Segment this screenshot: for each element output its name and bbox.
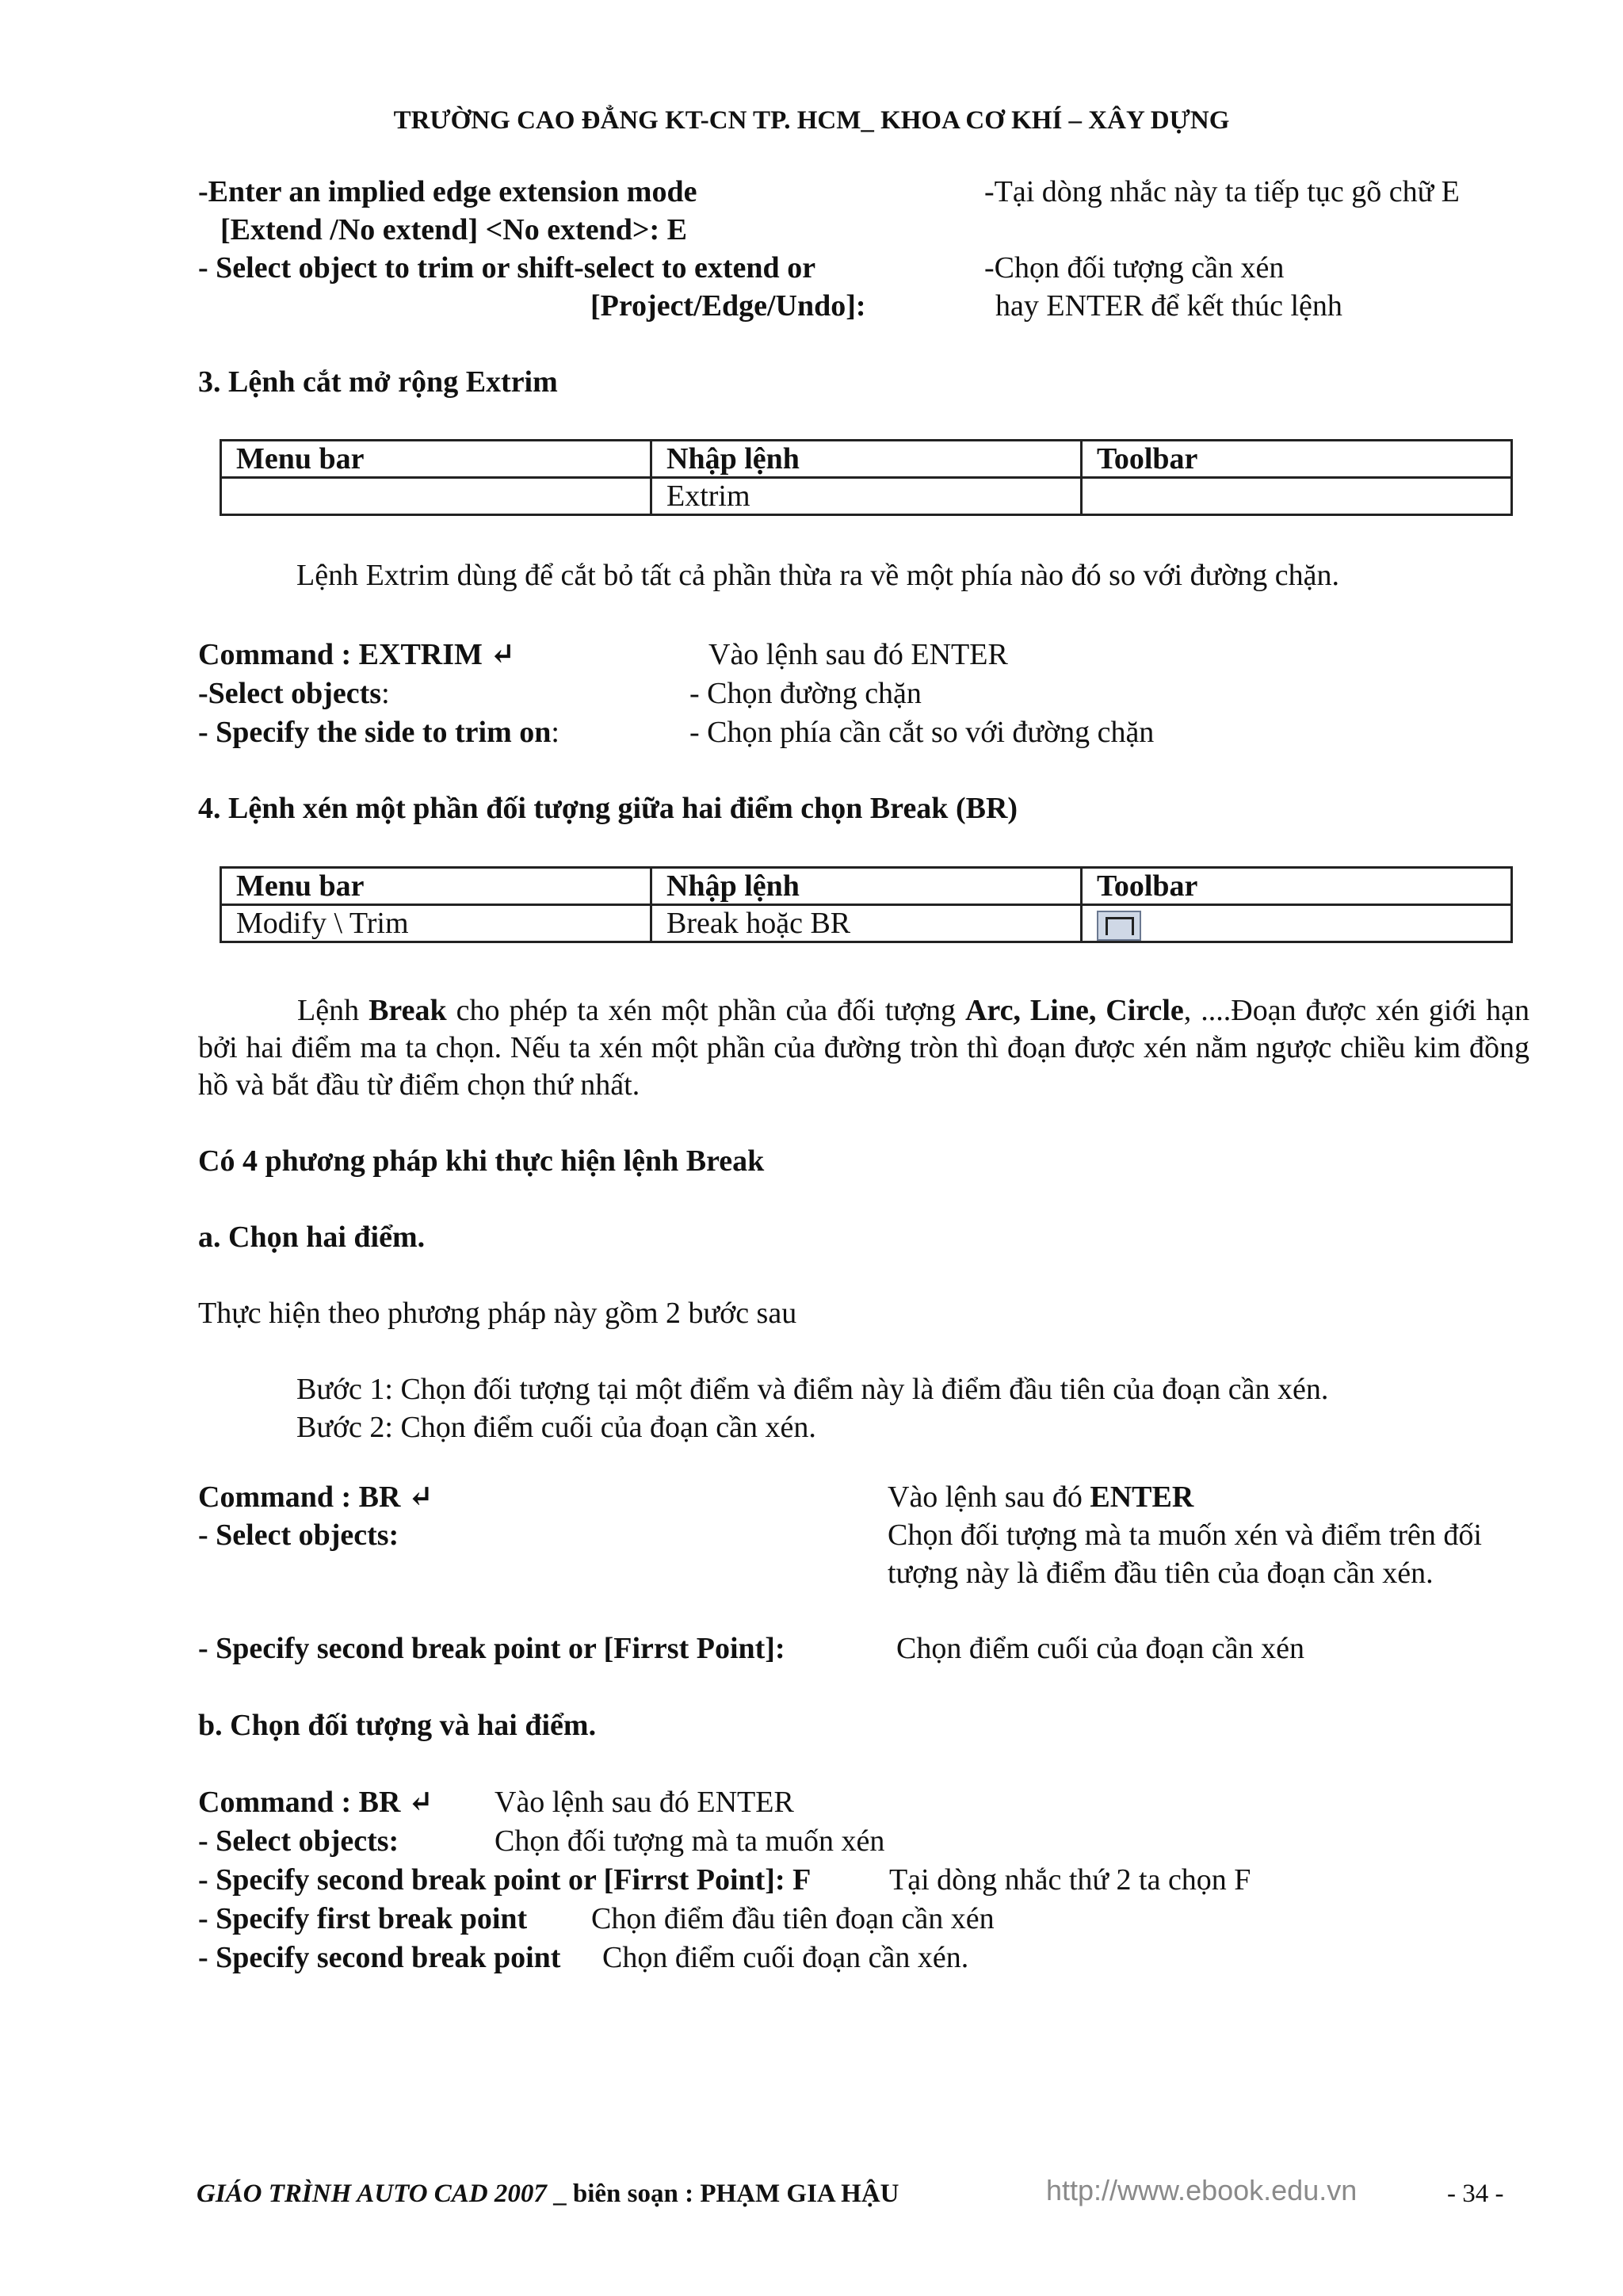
- extrim-cmd-line-2: -Select objects:: [198, 677, 390, 710]
- method-a-cmd-1-note: Vào lệnh sau đó ENTER: [888, 1480, 1194, 1514]
- method-b-cmd-3-note: Tại dòng nhắc thứ 2 ta chọn F: [889, 1863, 1251, 1897]
- method-a-intro: Thực hiện theo phương pháp này gồm 2 bước sau: [198, 1297, 797, 1330]
- section-4-heading: 4. Lệnh xén một phần đối tượng giữa hai điểm chọn Break (BR): [198, 792, 1018, 825]
- extrim-cmd-line-1: Command : EXTRIM ↵: [198, 638, 516, 671]
- table-cell-toolbar: [1082, 478, 1512, 515]
- table-header-toolbar: Toolbar: [1082, 868, 1512, 905]
- extrim-cmd-line-1-note: Vào lệnh sau đó ENTER: [708, 638, 1008, 671]
- extrim-cmd-line-3: - Specify the side to trim on:: [198, 716, 559, 749]
- extrim-cmd-line-3-note: - Chọn phía cần cắt so với đường chặn: [689, 716, 1155, 749]
- break-methods-heading: Có 4 phương pháp khi thực hiện lệnh Break: [198, 1144, 765, 1178]
- method-a-cmd-3: - Specify second break point or [Firrst Point]:: [198, 1632, 785, 1665]
- footer-url-watermark: http://www.ebook.edu.vn: [1046, 2174, 1358, 2206]
- method-b-cmd-2-note: Chọn đối tượng mà ta muốn xén: [495, 1824, 885, 1858]
- table-cell-command: Extrim: [651, 478, 1082, 515]
- method-b-cmd-4: - Specify first break point: [198, 1902, 528, 1935]
- extrim-description: Lệnh Extrim dùng để cắt bỏ tất cả phần thừa ra về một phía nào đó so với đường chặn.: [296, 559, 1340, 592]
- method-a-cmd-2: - Select objects:: [198, 1519, 399, 1552]
- intro-line-4-note: hay ENTER để kết thúc lệnh: [995, 289, 1342, 323]
- method-b-cmd-1-note: Vào lệnh sau đó ENTER: [495, 1786, 794, 1819]
- table-cell-menu-bar: [221, 478, 651, 515]
- method-b-cmd-3: - Specify second break point or [Firrst Point]: F: [198, 1863, 812, 1897]
- method-a-step-1: Bước 1: Chọn đối tượng tại một điểm và điểm này là điểm đầu tiên của đoạn cần xén.: [296, 1373, 1329, 1406]
- method-b-heading: b. Chọn đối tượng và hai điểm.: [198, 1709, 597, 1742]
- intro-line-2: [Extend /No extend] <No extend>: E: [220, 213, 687, 246]
- method-b-cmd-5: - Specify second break point: [198, 1941, 561, 1974]
- method-a-heading: a. Chọn hai điểm.: [198, 1221, 426, 1254]
- method-a-step-2: Bước 2: Chọn điểm cuối của đoạn cần xén.: [296, 1411, 816, 1444]
- table-header-menu-bar: Menu bar: [221, 441, 651, 478]
- intro-line-1: -Enter an implied edge extension mode: [198, 175, 697, 208]
- section-3-heading: 3. Lệnh cắt mở rộng Extrim: [198, 365, 558, 399]
- table-header-toolbar: Toolbar: [1082, 441, 1512, 478]
- footer-credit: GIÁO TRÌNH AUTO CAD 2007 _ biên soạn : PHẠM GIA HẬU: [197, 2179, 899, 2208]
- table-header-command: Nhập lệnh: [651, 441, 1082, 478]
- table-cell-toolbar: [1082, 905, 1512, 942]
- break-toolbar-icon: [1097, 911, 1141, 941]
- break-command-table: [220, 866, 1513, 943]
- method-b-cmd-4-note: Chọn điểm đầu tiên đoạn cần xén: [591, 1902, 995, 1935]
- table-header-command: Nhập lệnh: [651, 868, 1082, 905]
- method-a-cmd-2-note: Chọn đối tượng mà ta muốn xén và điểm trên đối tượng này là điểm đầu tiên của đoạn cần xén.: [888, 1519, 1482, 1590]
- page-number: - 34 -: [1447, 2179, 1504, 2208]
- table-cell-command: Break hoặc BR: [651, 905, 1082, 942]
- intro-line-3-note: -Chọn đối tượng cần xén: [984, 251, 1285, 285]
- break-description: Lệnh Break cho phép ta xén một phần của đối tượng Arc, Line, Circle, ....Đoạn được xén giới hạn bởi hai điểm ma ta chọn. Nếu ta xén một phần của đường tròn thì đoạn được xén nằm ngược chiều kim đồng hồ và bắt đầu từ điểm chọn thứ nhất.: [198, 994, 1529, 1102]
- method-b-cmd-2: - Select objects:: [198, 1824, 399, 1858]
- method-b-cmd-5-note: Chọn điểm cuối đoạn cần xén.: [602, 1941, 969, 1974]
- table-cell-menu-bar: Modify \ Trim: [221, 905, 651, 942]
- intro-line-4: [Project/Edge/Undo]:: [590, 289, 866, 323]
- method-a-cmd-1: Command : BR ↵: [198, 1480, 433, 1514]
- extrim-cmd-line-2-note: - Chọn đường chặn: [689, 677, 922, 710]
- page-header: TRƯỜNG CAO ĐẲNG KT-CN TP. HCM_ KHOA CƠ KHÍ – XÂY DỰNG: [393, 106, 1230, 135]
- table-header-menu-bar: Menu bar: [221, 868, 651, 905]
- intro-line-3: - Select object to trim or shift-select to extend or: [198, 251, 816, 285]
- intro-line-1-note: -Tại dòng nhắc này ta tiếp tục gõ chữ E: [984, 175, 1460, 208]
- extrim-command-table: [220, 439, 1513, 516]
- method-a-cmd-3-note: Chọn điểm cuối của đoạn cần xén: [896, 1632, 1304, 1665]
- method-b-cmd-1: Command : BR ↵: [198, 1786, 433, 1819]
